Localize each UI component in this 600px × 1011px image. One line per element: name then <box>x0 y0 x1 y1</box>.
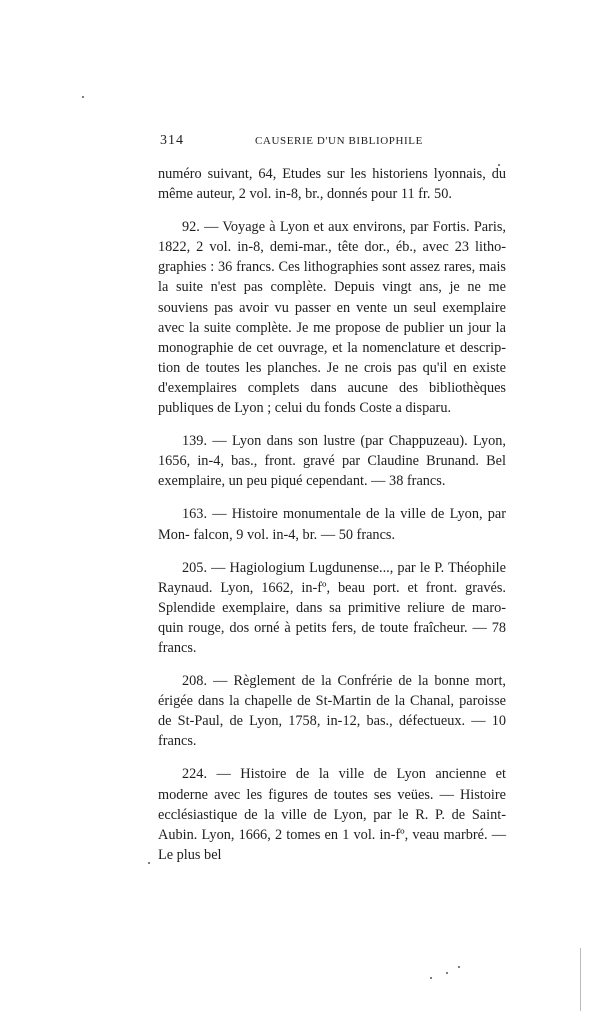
text-line: mais la suite n'est pas complète. Depuis vingt ans, je ne <box>158 259 506 296</box>
text-line: numéro suivant, 64, Etudes sur les historiens lyonnais, du <box>158 166 506 182</box>
text-line: la ville de Lyon, par le R. P. de Saint-Aubin. Lyon, 1666, <box>158 806 507 843</box>
text-line: Splendide exemplaire, dans sa primitive reliure de maro- <box>158 599 506 616</box>
text-line: 163. — Histoire monumentale de la ville de Lyon, par Mon- <box>158 506 506 543</box>
text-line: St-Paul, de Lyon, 1758, in-12, bas., défectueux. — 10 francs. <box>158 713 506 750</box>
text-line: 224. — Histoire de la ville de Lyon ancienne et moderne <box>158 766 506 803</box>
scan-edge-line <box>580 948 581 1011</box>
text-line: 139. — Lyon dans son lustre (par Chappuzeau). Lyon, <box>182 433 506 450</box>
paragraph <box>158 558 506 658</box>
scan-speck <box>430 977 432 979</box>
text-line: tion de toutes les planches. Je ne crois pas qu'il en existe <box>158 359 506 376</box>
page-header <box>160 133 505 153</box>
text-line: 205. — Hagiologium Lugdunense..., par le P. Théophile <box>182 559 506 576</box>
paragraph <box>158 217 506 418</box>
text-line: monographie de cet ouvrage, et la nomenclature et descrip- <box>158 339 506 356</box>
text-line: falcon, 9 vol. in-4, br. — 50 francs. <box>193 526 396 543</box>
paragraph <box>158 504 506 544</box>
text-line: avec les figures de toutes ses veües. — Histoire ecclésiastique de <box>158 786 507 823</box>
paragraph <box>158 164 506 204</box>
text-line: me souviens pas avoir vu passer en vente un seul exemplaire <box>158 279 506 316</box>
page-number: 314 <box>160 133 184 148</box>
text-line: publiques de Lyon ; celui du fonds Coste a disparu. <box>158 400 452 417</box>
paragraph <box>158 764 506 864</box>
text-line: 1656, in-4, bas., front. gravé par Claudine Brunand. Bel <box>158 453 506 470</box>
paragraph <box>158 431 506 491</box>
text-line: d'exemplaires complets dans aucune des bibliothèques <box>158 379 506 396</box>
scan-speck <box>148 862 150 864</box>
text-line: 2 tomes en 1 vol. in-fº, veau marbré. — Le plus bel <box>158 826 507 863</box>
scan-speck <box>82 96 84 98</box>
scan-speck <box>458 966 460 968</box>
running-title: CAUSERIE D'UN BIBLIOPHILE <box>255 135 423 147</box>
body-text <box>158 164 506 878</box>
text-line: 1822, 2 vol. in-8, demi-mar., tête dor., éb., avec 23 litho- <box>158 239 506 256</box>
text-line: avec la suite complète. Je me propose de publier un jour la <box>158 319 506 336</box>
text-line: 208. — Règlement de la Confrérie de la bonne mort, érigée <box>158 673 506 710</box>
scan-speck <box>446 972 448 974</box>
scan-speck <box>498 164 500 166</box>
text-line: graphies : 36 francs. Ces lithographies sont assez rares, <box>158 259 479 276</box>
text-line: exemplaire, un peu piqué cependant. — 38 francs. <box>158 473 446 490</box>
text-line: 92. — Voyage à Lyon et aux environs, par Fortis. Paris, <box>182 219 506 236</box>
text-line: dans la chapelle de St-Martin de la Chanal, paroisse de <box>158 693 506 730</box>
text-line: quin rouge, dos orné à petits fers, de toute fraîcheur. — <box>158 619 492 636</box>
text-line: 78 francs. <box>158 619 506 656</box>
paragraph <box>158 671 506 751</box>
text-line: Raynaud. Lyon, 1662, in-fº, beau port. et front. gravés. <box>158 579 506 596</box>
text-line: même auteur, 2 vol. in-8, br., donnés pour 11 fr. 50. <box>158 186 452 203</box>
